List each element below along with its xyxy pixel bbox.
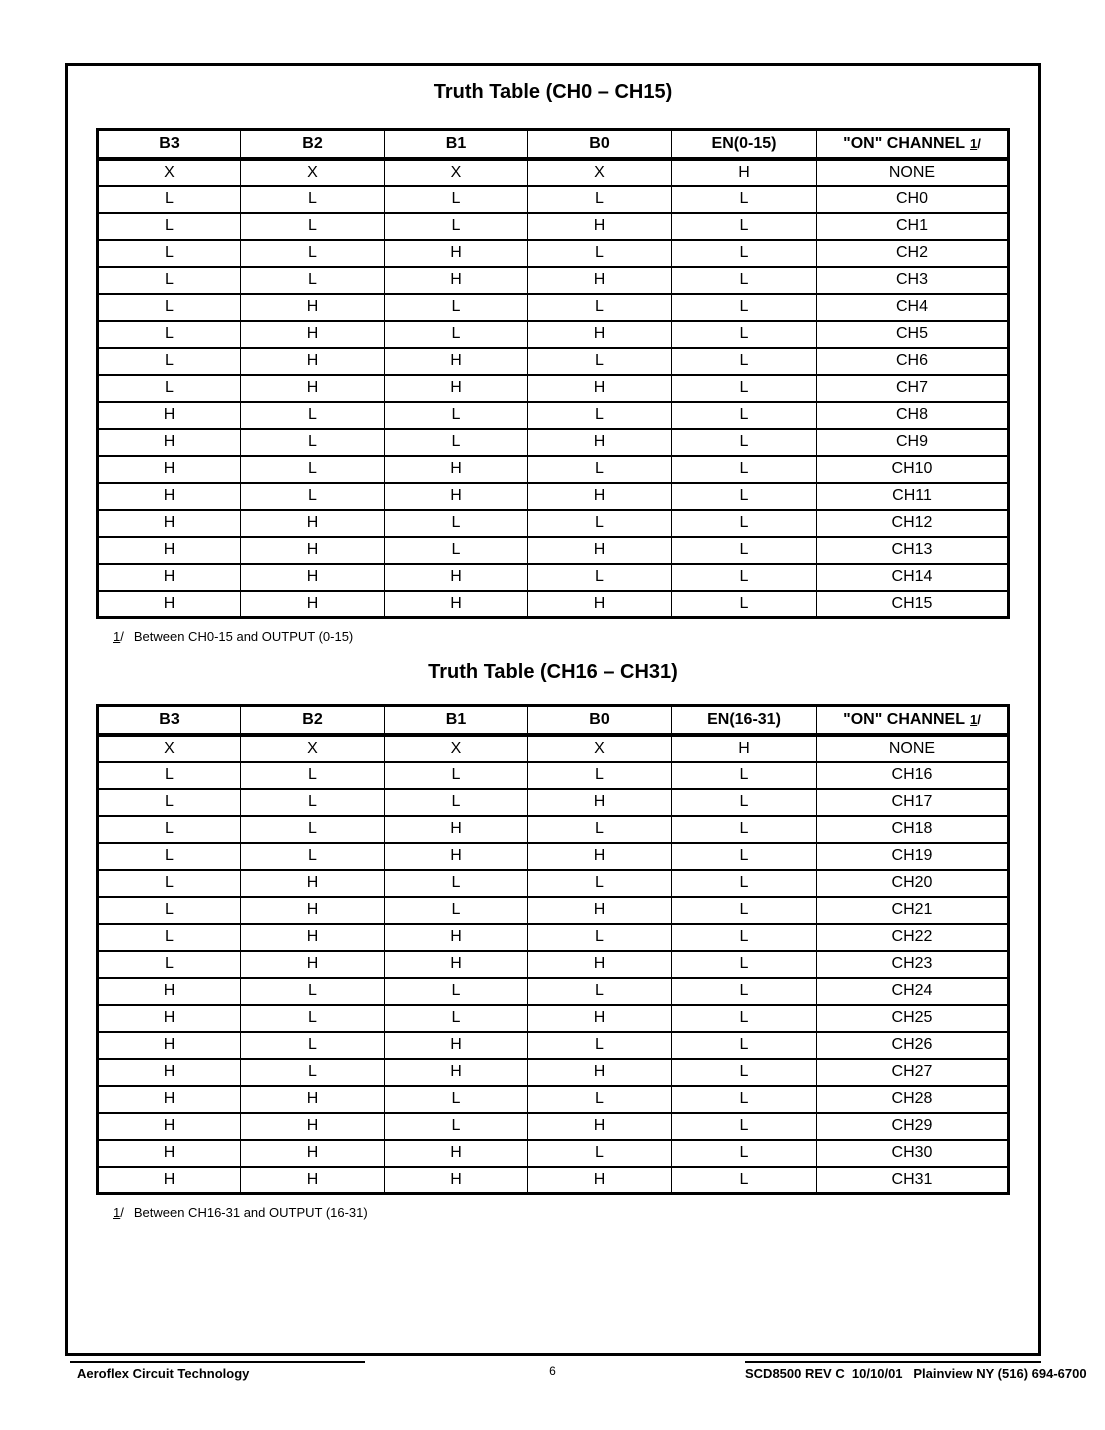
page-border bbox=[65, 63, 1041, 1356]
table-cell: L bbox=[385, 510, 528, 537]
table-row bbox=[98, 762, 1009, 789]
table-cell: L bbox=[385, 1113, 528, 1140]
table-cell: L bbox=[98, 816, 241, 843]
table-row bbox=[98, 978, 1009, 1005]
table-cell: L bbox=[241, 978, 385, 1005]
table-cell: L bbox=[672, 1086, 817, 1113]
table-cell: H bbox=[98, 564, 241, 591]
table-cell: H bbox=[385, 1032, 528, 1059]
table-cell: H bbox=[385, 843, 528, 870]
table-cell: CH22 bbox=[817, 924, 1009, 951]
column-header: B2 bbox=[241, 130, 385, 159]
table-cell: CH23 bbox=[817, 951, 1009, 978]
table-cell: X bbox=[98, 159, 241, 186]
table-cell: H bbox=[241, 1086, 385, 1113]
column-header: B0 bbox=[528, 706, 672, 735]
table-cell: CH24 bbox=[817, 978, 1009, 1005]
truth-table-ch16-ch31 bbox=[96, 704, 1010, 1195]
table-cell: H bbox=[528, 213, 672, 240]
table-cell: H bbox=[98, 1167, 241, 1194]
table-cell: CH20 bbox=[817, 870, 1009, 897]
table-cell: H bbox=[528, 483, 672, 510]
table-cell: L bbox=[385, 186, 528, 213]
table-cell: L bbox=[672, 1005, 817, 1032]
table-cell: L bbox=[672, 240, 817, 267]
table-cell: L bbox=[672, 591, 817, 618]
table-cell: L bbox=[241, 1005, 385, 1032]
table-cell: X bbox=[241, 159, 385, 186]
table-row bbox=[98, 348, 1009, 375]
table-cell: H bbox=[241, 564, 385, 591]
table-cell: L bbox=[528, 510, 672, 537]
table-row bbox=[98, 456, 1009, 483]
table-cell: L bbox=[98, 267, 241, 294]
column-header: B1 bbox=[385, 706, 528, 735]
table-cell: H bbox=[528, 789, 672, 816]
table-cell: H bbox=[241, 348, 385, 375]
table-cell: H bbox=[385, 456, 528, 483]
table-cell: H bbox=[385, 591, 528, 618]
table-cell: H bbox=[528, 537, 672, 564]
table-row bbox=[98, 186, 1009, 213]
footnote-text: Between CH0-15 and OUTPUT (0-15) bbox=[133, 629, 354, 644]
table-cell: H bbox=[528, 1113, 672, 1140]
table-row bbox=[98, 564, 1009, 591]
table-row bbox=[98, 483, 1009, 510]
table-cell: L bbox=[672, 213, 817, 240]
table-cell: L bbox=[672, 510, 817, 537]
table-row bbox=[98, 1167, 1009, 1194]
table-cell: CH7 bbox=[817, 375, 1009, 402]
table-cell: X bbox=[241, 735, 385, 762]
table-cell: L bbox=[672, 348, 817, 375]
table-cell: CH9 bbox=[817, 429, 1009, 456]
table-cell: L bbox=[98, 924, 241, 951]
table-cell: L bbox=[385, 429, 528, 456]
table-cell: L bbox=[385, 762, 528, 789]
table-row bbox=[98, 294, 1009, 321]
table-cell: L bbox=[672, 375, 817, 402]
table-row bbox=[98, 375, 1009, 402]
table-cell: H bbox=[385, 924, 528, 951]
table-cell: L bbox=[241, 240, 385, 267]
table-row bbox=[98, 159, 1009, 186]
table-cell: H bbox=[241, 1167, 385, 1194]
table-cell: L bbox=[672, 1140, 817, 1167]
table-cell: L bbox=[528, 564, 672, 591]
table-row bbox=[98, 1032, 1009, 1059]
table-cell: H bbox=[528, 951, 672, 978]
table-cell: CH27 bbox=[817, 1059, 1009, 1086]
table-cell: H bbox=[241, 321, 385, 348]
table-cell: H bbox=[385, 1140, 528, 1167]
table-cell: L bbox=[385, 537, 528, 564]
table-cell: L bbox=[385, 321, 528, 348]
table-cell: CH28 bbox=[817, 1086, 1009, 1113]
table-cell: L bbox=[385, 789, 528, 816]
column-header: B0 bbox=[528, 130, 672, 159]
table-cell: L bbox=[98, 294, 241, 321]
table-cell: H bbox=[241, 375, 385, 402]
table-row bbox=[98, 1140, 1009, 1167]
table-cell: NONE bbox=[817, 735, 1009, 762]
table-cell: H bbox=[98, 510, 241, 537]
table-cell: L bbox=[385, 1086, 528, 1113]
footnote-text: Between CH16-31 and OUTPUT (16-31) bbox=[133, 1205, 368, 1220]
table-cell: H bbox=[528, 591, 672, 618]
table-cell: L bbox=[672, 843, 817, 870]
table-cell: CH31 bbox=[817, 1167, 1009, 1194]
table-cell: H bbox=[241, 951, 385, 978]
table-cell: L bbox=[385, 294, 528, 321]
table-cell: CH16 bbox=[817, 762, 1009, 789]
table-cell: X bbox=[385, 159, 528, 186]
table-row bbox=[98, 321, 1009, 348]
table-cell: CH26 bbox=[817, 1032, 1009, 1059]
table-cell: H bbox=[98, 1140, 241, 1167]
table-cell: L bbox=[528, 240, 672, 267]
table-cell: L bbox=[241, 789, 385, 816]
table-cell: L bbox=[98, 762, 241, 789]
table-cell: H bbox=[241, 924, 385, 951]
table-row bbox=[98, 735, 1009, 762]
table-cell: L bbox=[672, 951, 817, 978]
footnote-marker: 1/ bbox=[969, 711, 981, 727]
footer-company: Aeroflex Circuit Technology bbox=[70, 1361, 365, 1381]
table-cell: H bbox=[385, 348, 528, 375]
table-cell: L bbox=[241, 1032, 385, 1059]
table-cell: L bbox=[98, 213, 241, 240]
table-row bbox=[98, 789, 1009, 816]
table-cell: L bbox=[98, 870, 241, 897]
table-cell: X bbox=[98, 735, 241, 762]
table-cell: L bbox=[98, 321, 241, 348]
table-title-ch0-ch15: Truth Table (CH0 – CH15) bbox=[433, 81, 673, 103]
table-cell: CH21 bbox=[817, 897, 1009, 924]
table-cell: L bbox=[241, 456, 385, 483]
table-cell: H bbox=[672, 159, 817, 186]
table-cell: H bbox=[528, 267, 672, 294]
table-cell: L bbox=[672, 870, 817, 897]
column-header: B3 bbox=[98, 706, 241, 735]
table-cell: L bbox=[528, 870, 672, 897]
table-cell: L bbox=[528, 762, 672, 789]
table-cell: CH14 bbox=[817, 564, 1009, 591]
table-cell: H bbox=[528, 897, 672, 924]
table-cell: CH17 bbox=[817, 789, 1009, 816]
table-cell: L bbox=[241, 267, 385, 294]
table-row bbox=[98, 267, 1009, 294]
table-cell: H bbox=[241, 294, 385, 321]
table-cell: H bbox=[385, 483, 528, 510]
table-cell: H bbox=[98, 1032, 241, 1059]
table-cell: CH18 bbox=[817, 816, 1009, 843]
table-cell: H bbox=[98, 1059, 241, 1086]
table-cell: H bbox=[528, 1059, 672, 1086]
table-cell: L bbox=[241, 186, 385, 213]
table-cell: L bbox=[672, 186, 817, 213]
table-cell: L bbox=[528, 348, 672, 375]
footnote-marker: 1/ bbox=[113, 629, 124, 644]
table-cell: CH11 bbox=[817, 483, 1009, 510]
table-cell: H bbox=[528, 1005, 672, 1032]
table-cell: L bbox=[528, 816, 672, 843]
table-cell: H bbox=[98, 978, 241, 1005]
table-cell: H bbox=[241, 591, 385, 618]
table-row bbox=[98, 1086, 1009, 1113]
table-cell: L bbox=[98, 789, 241, 816]
table-cell: L bbox=[672, 924, 817, 951]
table-cell: H bbox=[385, 375, 528, 402]
table-cell: CH10 bbox=[817, 456, 1009, 483]
table-cell: L bbox=[241, 816, 385, 843]
table-row bbox=[98, 1059, 1009, 1086]
table-cell: H bbox=[385, 564, 528, 591]
truth-table-ch0-ch15 bbox=[96, 128, 1010, 619]
table-cell: H bbox=[528, 321, 672, 348]
table-cell: L bbox=[528, 294, 672, 321]
table-row bbox=[98, 951, 1009, 978]
table-row bbox=[98, 1005, 1009, 1032]
table-cell: CH4 bbox=[817, 294, 1009, 321]
table-cell: H bbox=[98, 429, 241, 456]
table-cell: L bbox=[528, 402, 672, 429]
table-cell: H bbox=[98, 591, 241, 618]
table-row bbox=[98, 897, 1009, 924]
table-cell: L bbox=[672, 321, 817, 348]
table-row bbox=[98, 213, 1009, 240]
table-cell: H bbox=[98, 1086, 241, 1113]
table-cell: CH15 bbox=[817, 591, 1009, 618]
table-cell: X bbox=[385, 735, 528, 762]
table-cell: L bbox=[672, 816, 817, 843]
table-cell: L bbox=[672, 267, 817, 294]
table-cell: L bbox=[98, 843, 241, 870]
table-cell: L bbox=[672, 402, 817, 429]
table-cell: L bbox=[98, 240, 241, 267]
table-cell: L bbox=[528, 1140, 672, 1167]
table-cell: H bbox=[98, 483, 241, 510]
table-cell: CH5 bbox=[817, 321, 1009, 348]
header-row bbox=[98, 706, 1009, 735]
table-cell: L bbox=[385, 897, 528, 924]
table-cell: L bbox=[672, 1059, 817, 1086]
table-cell: L bbox=[672, 789, 817, 816]
table-cell: L bbox=[672, 897, 817, 924]
table-title-ch16-ch31: Truth Table (CH16 – CH31) bbox=[428, 661, 678, 683]
column-header: B3 bbox=[98, 130, 241, 159]
table-cell: H bbox=[385, 1167, 528, 1194]
table-cell: L bbox=[672, 978, 817, 1005]
table-cell: H bbox=[98, 1113, 241, 1140]
table-cell: L bbox=[672, 564, 817, 591]
table-row bbox=[98, 1113, 1009, 1140]
table-cell: L bbox=[528, 1086, 672, 1113]
table-cell: L bbox=[98, 186, 241, 213]
table-row bbox=[98, 843, 1009, 870]
footer-document-info: SCD8500 REV C 10/10/01 Plainview NY (516) 694-6700 bbox=[745, 1361, 1041, 1381]
table-cell: L bbox=[672, 762, 817, 789]
table-cell: L bbox=[672, 1113, 817, 1140]
table-cell: L bbox=[385, 213, 528, 240]
table-cell: CH2 bbox=[817, 240, 1009, 267]
table-cell: L bbox=[672, 537, 817, 564]
table-cell: L bbox=[528, 924, 672, 951]
table-row bbox=[98, 816, 1009, 843]
table-cell: L bbox=[241, 402, 385, 429]
table-row bbox=[98, 429, 1009, 456]
table-cell: X bbox=[528, 735, 672, 762]
table-cell: H bbox=[98, 456, 241, 483]
table-cell: CH29 bbox=[817, 1113, 1009, 1140]
column-header: EN(16-31) bbox=[672, 706, 817, 735]
table-cell: H bbox=[98, 402, 241, 429]
footnote-marker: 1/ bbox=[113, 1205, 124, 1220]
table-row bbox=[98, 240, 1009, 267]
table-cell: H bbox=[241, 1113, 385, 1140]
table-cell: L bbox=[528, 456, 672, 483]
table-cell: L bbox=[241, 762, 385, 789]
table-cell: CH30 bbox=[817, 1140, 1009, 1167]
table-row bbox=[98, 924, 1009, 951]
table-cell: CH1 bbox=[817, 213, 1009, 240]
table-row bbox=[98, 591, 1009, 618]
table-cell: H bbox=[385, 951, 528, 978]
footnote-ch16-ch31 bbox=[113, 1205, 1038, 1221]
table-cell: L bbox=[385, 978, 528, 1005]
table-row bbox=[98, 402, 1009, 429]
table-cell: H bbox=[241, 870, 385, 897]
table-cell: H bbox=[528, 429, 672, 456]
table-cell: H bbox=[385, 267, 528, 294]
table-cell: L bbox=[98, 897, 241, 924]
table-cell: H bbox=[241, 537, 385, 564]
column-header: B2 bbox=[241, 706, 385, 735]
table-cell: H bbox=[98, 1005, 241, 1032]
table-cell: L bbox=[528, 186, 672, 213]
table-cell: CH3 bbox=[817, 267, 1009, 294]
table-cell: L bbox=[241, 1059, 385, 1086]
table-cell: L bbox=[672, 1167, 817, 1194]
table-cell: CH8 bbox=[817, 402, 1009, 429]
column-header: B1 bbox=[385, 130, 528, 159]
table-cell: L bbox=[672, 1032, 817, 1059]
table-cell: L bbox=[672, 456, 817, 483]
table-cell: CH6 bbox=[817, 348, 1009, 375]
column-header: "ON" CHANNEL 1/ bbox=[817, 706, 1009, 735]
table-cell: L bbox=[385, 870, 528, 897]
table-cell: CH25 bbox=[817, 1005, 1009, 1032]
table-cell: L bbox=[98, 348, 241, 375]
table-cell: H bbox=[528, 1167, 672, 1194]
table-cell: L bbox=[528, 978, 672, 1005]
table-cell: L bbox=[672, 294, 817, 321]
table-cell: H bbox=[385, 816, 528, 843]
table-cell: H bbox=[241, 897, 385, 924]
table-cell: L bbox=[385, 1005, 528, 1032]
table-cell: L bbox=[241, 429, 385, 456]
table-cell: X bbox=[528, 159, 672, 186]
table-cell: H bbox=[672, 735, 817, 762]
table-cell: CH19 bbox=[817, 843, 1009, 870]
column-header: EN(0-15) bbox=[672, 130, 817, 159]
table-cell: L bbox=[241, 213, 385, 240]
footnote-marker: 1/ bbox=[969, 135, 981, 151]
footnote-ch0-ch15 bbox=[113, 629, 1038, 645]
table-cell: CH13 bbox=[817, 537, 1009, 564]
table-cell: H bbox=[528, 843, 672, 870]
column-header: "ON" CHANNEL 1/ bbox=[817, 130, 1009, 159]
table-cell: H bbox=[98, 537, 241, 564]
table-cell: L bbox=[672, 483, 817, 510]
table-cell: H bbox=[385, 240, 528, 267]
table-cell: L bbox=[528, 1032, 672, 1059]
table-cell: H bbox=[241, 1140, 385, 1167]
table-cell: H bbox=[528, 375, 672, 402]
table-cell: CH12 bbox=[817, 510, 1009, 537]
table-cell: L bbox=[672, 429, 817, 456]
footer-page-number: 6 bbox=[549, 1364, 556, 1378]
table-cell: L bbox=[98, 375, 241, 402]
table-cell: L bbox=[241, 843, 385, 870]
table-cell: L bbox=[241, 483, 385, 510]
table-cell: CH0 bbox=[817, 186, 1009, 213]
table-row bbox=[98, 510, 1009, 537]
table-cell: H bbox=[385, 1059, 528, 1086]
table-cell: L bbox=[385, 402, 528, 429]
table-cell: L bbox=[98, 951, 241, 978]
table-row bbox=[98, 870, 1009, 897]
table-row bbox=[98, 537, 1009, 564]
header-row bbox=[98, 130, 1009, 159]
table-cell: NONE bbox=[817, 159, 1009, 186]
table-cell: H bbox=[241, 510, 385, 537]
